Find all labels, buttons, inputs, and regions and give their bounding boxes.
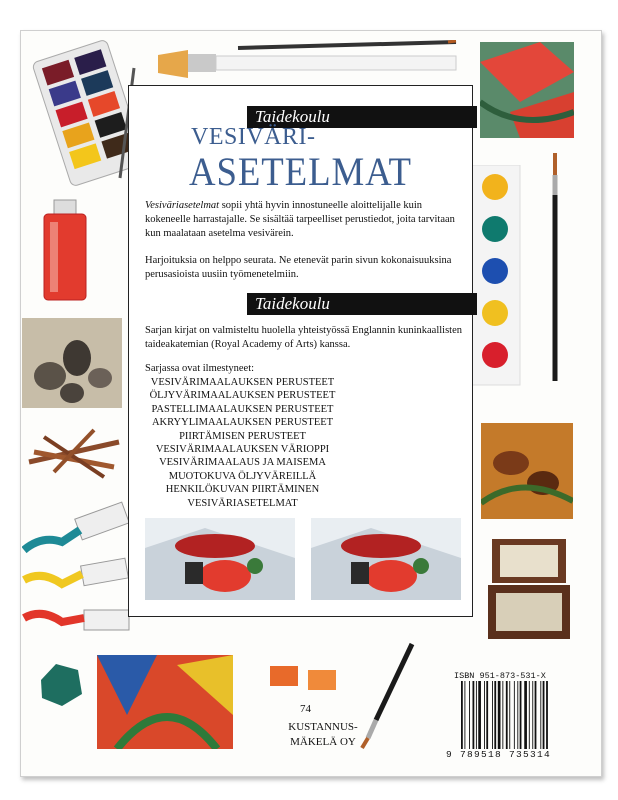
round-brush-illustration: [545, 145, 565, 385]
still-life-painting-pots: [22, 318, 122, 408]
ink-bottle-illustration: [40, 198, 92, 304]
abstract-painting: [97, 655, 233, 749]
book-title-line2: ASETELMAT: [189, 149, 412, 194]
intro-text: sopii yhtä hyvin innostuneelle aloittelijalle kuin kokeneelle harrastajalle. Se sisältää tarpeelliset perustiedot, joita tarvitaan kun maalataan asetelma vesivärein.: [145, 200, 455, 239]
description-panel: [128, 85, 473, 617]
painting-step-image-left: [145, 518, 295, 600]
publisher-name: [278, 720, 368, 750]
series-title: VESIVÄRIASETELMAT: [187, 497, 298, 509]
palette-well: [482, 258, 508, 284]
barcode-bar: [509, 681, 510, 749]
series-title-list: [135, 376, 350, 510]
paint-tubes-illustration: [22, 500, 130, 650]
palette-wells-illustration: [466, 165, 526, 387]
barcode-number: 9 789518 735314: [446, 749, 552, 760]
barcode-bar: [514, 681, 515, 749]
series-title: HENKILÖKUVAN PIIRTÄMINEN: [165, 484, 320, 496]
barcode-bar: [529, 681, 530, 749]
intro-paragraph: [145, 199, 470, 241]
instructions-paragraph: Harjoituksia on helppo seurata. Ne etenevät parin sivun kokonaisuuksina perusasioista uusiin työmenetelmiin.: [145, 255, 452, 280]
barcode-bar: [498, 681, 501, 749]
publisher-line2: MÄKELÄ OY: [290, 736, 356, 748]
palette-well: [482, 216, 508, 242]
chestnut-painting: [481, 423, 573, 519]
barcode-bar: [492, 681, 493, 749]
barcode-bar: [540, 681, 541, 749]
barcode-bar: [543, 681, 545, 749]
series-title: VESIVÄRIMAALAUKSEN PERUSTEET: [150, 377, 335, 388]
barcode-bar: [461, 681, 463, 749]
barcode-bar: [524, 681, 527, 749]
series-banner-top: Taidekoulu: [247, 106, 477, 128]
painting-step-image-right: [311, 518, 461, 600]
series-title: PASTELLIMAALAUKSEN PERUSTEET: [151, 403, 334, 415]
barcode-bar: [473, 681, 475, 749]
intro-emphasis: Vesiväriasetelmat: [145, 200, 220, 211]
barcode-bar: [506, 681, 508, 749]
barcode-bar: [478, 681, 481, 749]
barcode-bar: [484, 681, 485, 749]
series-title: AKRYYLIMAALAUKSEN PERUSTEET: [151, 417, 334, 429]
series-intro: Sarjassa ovat ilmestyneet:: [145, 363, 255, 374]
series-title: MUOTOKUVA ÖLJYVÄREILLÄ: [168, 470, 317, 482]
series-banner-middle: Taidekoulu: [247, 293, 477, 315]
academy-paragraph: Sarjan kirjat on valmisteltu huolella yhteistyössä Englannin kuninkaallisten taideakatemian (Royal Academy of Arts) kanssa.: [145, 325, 462, 350]
page-number: 74: [300, 703, 311, 715]
barcode-bar: [520, 681, 522, 749]
series-title: ÖLJYVÄRIMAALAUKSEN PERUSTEET: [149, 390, 336, 402]
series-title: VESIVÄRIMAALAUS JA MAISEMA: [159, 457, 326, 469]
barcode-bar: [532, 681, 533, 749]
barcode-bar: [486, 681, 488, 749]
cinnamon-sticks-illustration: [24, 422, 124, 482]
palette-well: [482, 300, 508, 326]
barcode-bar: [494, 681, 496, 749]
flat-brush-illustration: [158, 40, 458, 85]
barcode: [459, 681, 574, 749]
barcode-bar: [464, 681, 465, 749]
barcode-bar: [502, 681, 503, 749]
barcode-bar: [476, 681, 477, 749]
pastel-sticks-illustration: [268, 662, 340, 694]
barcode-bar: [546, 681, 548, 749]
palette-well: [482, 174, 508, 200]
barcode-bar: [535, 681, 537, 749]
palette-well: [482, 342, 508, 368]
series-title: VESIVÄRIMAALAUKSEN VÄRIOPPI: [155, 444, 330, 456]
watermelon-painting: [480, 42, 574, 138]
antique-paintbox-illustration: [482, 535, 574, 645]
series-title: PIIRTÄMISEN PERUSTEET: [179, 430, 306, 442]
book-title-line1: VESIVÄRI-: [191, 124, 316, 150]
pigment-rock-illustration: [36, 660, 86, 710]
isbn-text: ISBN 951-873-531-X: [454, 671, 546, 681]
barcode-bar: [469, 681, 470, 749]
publisher-line1: KUSTANNUS-: [288, 721, 358, 733]
barcode-bar: [517, 681, 518, 749]
